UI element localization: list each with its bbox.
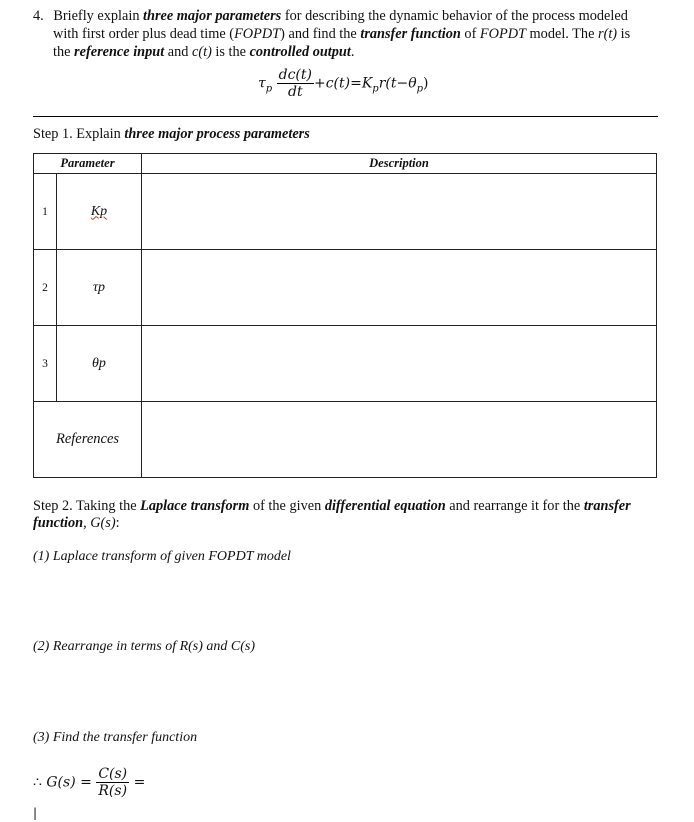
- header-parameter: Parameter: [34, 154, 142, 174]
- row-number: 1: [34, 174, 57, 250]
- row-number: 2: [34, 250, 57, 326]
- step1-heading: Step 1. Explain three major process parameters: [33, 126, 310, 142]
- substep-2: (2) Rearrange in terms of R(s) and C(s): [33, 639, 256, 654]
- description-cell-tau-p[interactable]: [142, 250, 657, 326]
- question-line-1: 4. Briefly explain three major parameters for describing the dynamic behavior of the process modeled: [33, 8, 628, 24]
- param-theta-p: θp: [57, 326, 142, 402]
- transfer-fraction: $\frac{C(s)}{R(s)}$: [98, 766, 128, 799]
- row-number: 3: [34, 326, 57, 402]
- references-label: References: [34, 402, 142, 478]
- transfer-function-equation: ∴ G(s) = $\frac{C(s)}{R(s)}$ =: [33, 766, 146, 799]
- therefore-symbol: ∴: [33, 774, 42, 791]
- param-tau-p: τp: [57, 250, 142, 326]
- substep-3: (3) Find the transfer function: [33, 730, 198, 745]
- question-line-2: with first order plus dead time (FOPDT) and find the transfer function of FOPDT model. The r(t) is: [53, 26, 631, 42]
- param-kp: Kp: [57, 174, 142, 250]
- table-header-row: [34, 154, 657, 174]
- step2-heading-line2: function, G(s):: [33, 515, 120, 531]
- section-divider: [33, 116, 658, 117]
- question-number: 4.: [33, 8, 44, 24]
- description-cell-kp[interactable]: [142, 174, 657, 250]
- parameter-table: [33, 153, 657, 478]
- references-cell[interactable]: [142, 402, 657, 478]
- table-row: [34, 174, 657, 250]
- references-row: [34, 402, 657, 478]
- step2-heading-line1: Step 2. Taking the Laplace transform of the given differential equation and rearrange it for the transfer: [33, 498, 631, 514]
- description-cell-theta-p[interactable]: [142, 326, 657, 402]
- table-row: [34, 326, 657, 402]
- substep-1: (1) Laplace transform of given FOPDT model: [33, 549, 291, 564]
- question-line-3: the reference input and c(t) is the controlled output.: [53, 44, 355, 60]
- header-description: Description: [142, 154, 657, 174]
- fopdt-equation: $\tau_p$ $\frac{dc(t)}{dt}$ $+c(t)=K_pr(t-\theta_p)$: [258, 67, 429, 100]
- text-cursor: |: [33, 806, 38, 820]
- derivative-fraction: $\frac{dc(t)}{dt}$: [278, 67, 312, 100]
- table-row: [34, 250, 657, 326]
